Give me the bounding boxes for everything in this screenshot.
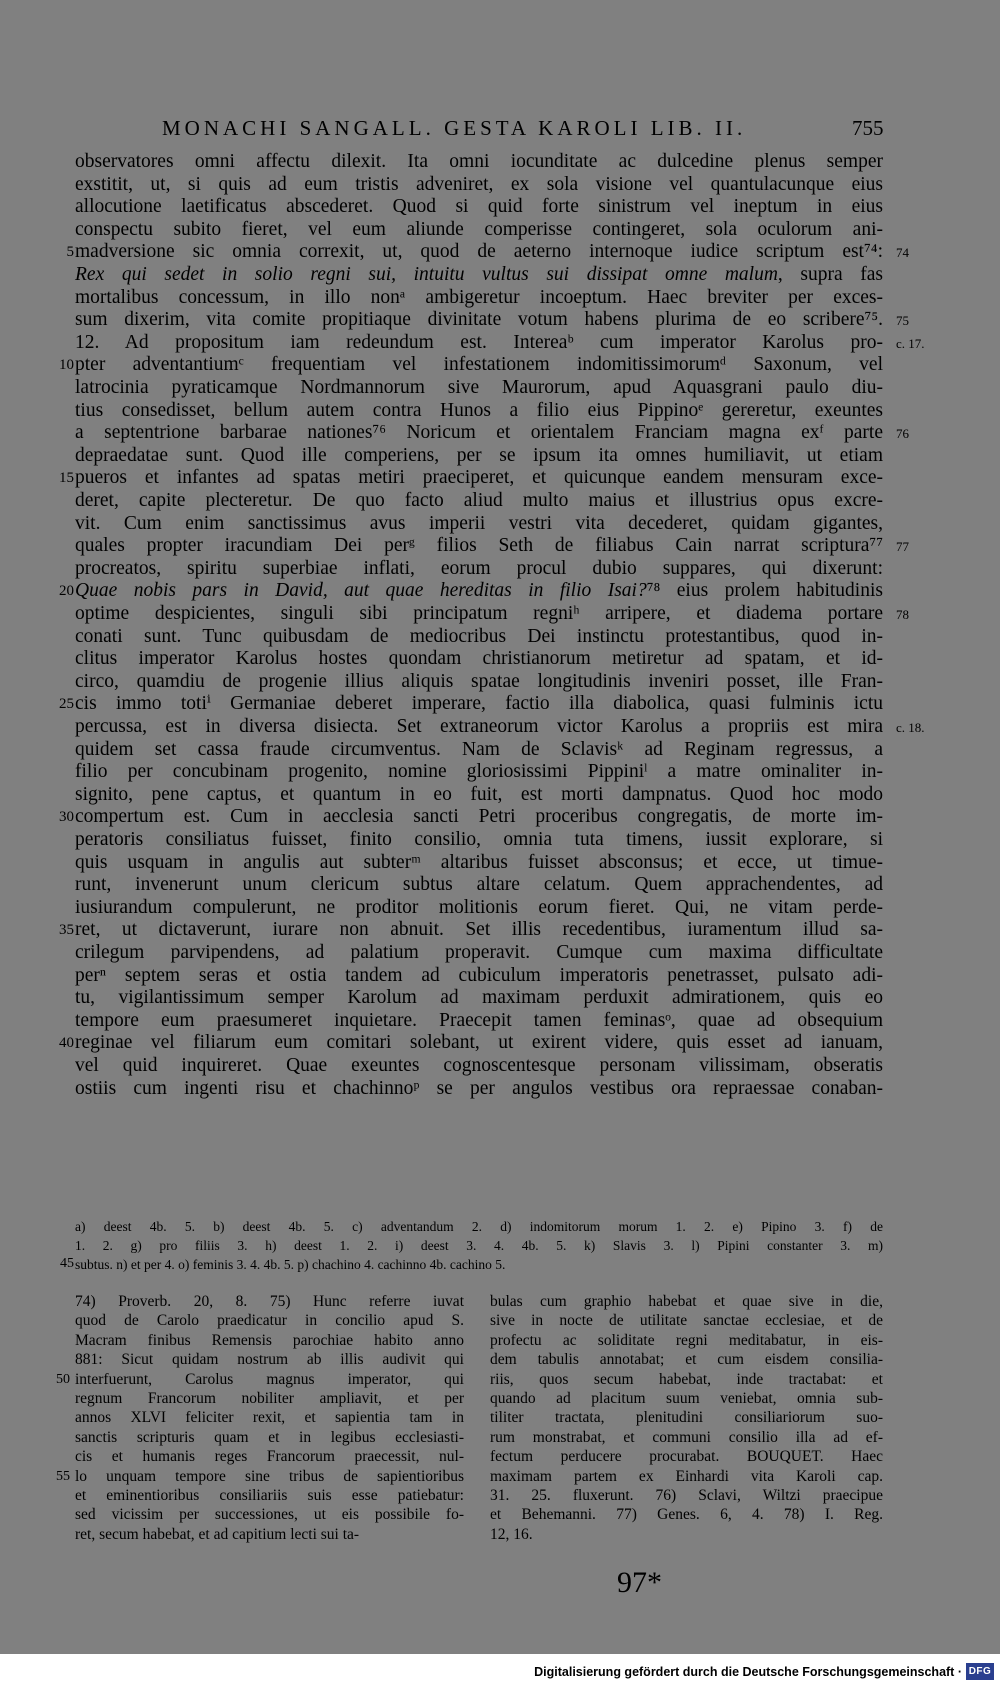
- line-text: vit. Cum enim sanctissimus avus imperii vestri vita decederet, quidam gigantes,: [75, 512, 883, 534]
- footnote-line: tiliter tractata, plenitudini consiliariorum suo-: [490, 1409, 883, 1427]
- line-number: 15: [59, 470, 74, 487]
- line-text: reginae vel filiarum eum comitari solebant, ut exirent videre, quis esset ad ianuam,: [75, 1032, 883, 1054]
- text-line: [0, 715, 1000, 739]
- footnote-line: sive in nocte de utilitate sanctae ecclesiae, et de: [490, 1312, 883, 1330]
- line-number: 20: [59, 583, 74, 600]
- text-line: [0, 286, 1000, 310]
- line-text: a septentrione barbarae nationes⁷⁶ Noricum et orientalem Franciam magna exᶠ parte: [75, 422, 883, 444]
- text-line: [0, 240, 1000, 264]
- apparatus-line: [0, 1236, 1000, 1256]
- text-line: [0, 647, 1000, 671]
- apparatus-text: a) deest 4b. 5. b) deest 4b. 5. c) adventandum 2. d) indomitorum morum 1. 2. e) Pipino 3. f) de: [75, 1219, 883, 1234]
- text-line: [0, 444, 1000, 468]
- footnote-line: regnum Francorum nobiliter ampliavit, et per: [75, 1390, 464, 1407]
- footnote-line: 31. 25. fluxerunt. 76) Sclavi, Wiltzi praecipue: [490, 1487, 883, 1504]
- line-number: 35: [59, 922, 74, 939]
- line-number: 45: [60, 1256, 74, 1271]
- text-line: [0, 512, 1000, 536]
- line-text: percussa, est in diversa disiecta. Set extraneorum victor Karolus a propriis est mira: [75, 716, 883, 737]
- line-text: latrocinia pyraticamque Nordmannorum sive Maurorum, apud Aquasgrani paulo diu-: [75, 377, 883, 398]
- footnote-line: sed vicissim per successiones, ut eis possibile fo-: [75, 1506, 464, 1524]
- footnote-line: lo unquam tempore sine tribus de sapientioribus: [75, 1467, 464, 1485]
- text-line: [0, 873, 1000, 897]
- line-text: quis usquam in angulis aut subterᵐ altaribus fuisset absconsus; et ecce, ut timue-: [75, 851, 883, 873]
- text-line: [0, 738, 1000, 762]
- line-text: conspectu subito fieret, vel eum aliunde comperisse contingeret, sola oculorum ani-: [75, 218, 883, 240]
- footnote-line: quod de Carolo praedicatur in concilio apud S.: [75, 1312, 464, 1330]
- line-text: ret, ut dictaverunt, iurare non abnuit. Set illis recedentibus, iuramentum illud sa-: [75, 919, 883, 941]
- margin-note: 77: [896, 539, 909, 555]
- running-title: MONACHI SANGALL. GESTA KAROLI LIB. II.: [162, 116, 747, 140]
- apparatus-text: 1. 2. g) pro filiis 3. h) deest 1. 2. i) deest 3. 4. 4b. 5. k) Slavis 3. l) Pipini constanter 3. m): [75, 1238, 883, 1253]
- footnote-line: annos XLVI feliciter rexit, et sapientia tam in: [75, 1409, 464, 1427]
- line-text: procreatos, spiritu superbiae inflati, eorum procul dubio suppares, qui dixerunt:: [75, 557, 883, 579]
- footnote-line: riis, quos secum habebat, inde tractabat: et: [490, 1370, 883, 1388]
- line-text: tempore eum praesumeret inquietare. Praecepit tamen feminasᵒ, quae ad obsequium: [75, 1009, 883, 1031]
- footnote-line: quando ad placitum suum veniebat, omnia sub-: [490, 1390, 883, 1407]
- text-line: [0, 195, 1000, 219]
- line-text: cis immo totiⁱ Germaniae deberet imperare, factio illa diabolica, quasi fulminis ictu: [75, 693, 883, 715]
- line-text: crilegum parvipendens, ad palatium properavit. Cumque cum maxima difficultate: [75, 942, 883, 963]
- footnote-line: profectu ac soliditate regni meditabatur, in eis-: [490, 1331, 883, 1349]
- margin-note: 78: [896, 607, 909, 622]
- footnote-line: cis et humanis reges Francorum praecessit, nul-: [75, 1448, 464, 1466]
- line-text: allocutione laetificatus abscederet. Quod si quid forte sinistrum vel ineptum in eius: [75, 196, 883, 218]
- text-line: [0, 783, 1000, 807]
- dfg-logo-icon: DFG: [966, 1663, 994, 1680]
- line-text: deret, capite plecteretur. De quo facto aliud multo maius et illustrius opus excre-: [75, 490, 883, 511]
- text-line: [0, 399, 1000, 423]
- funding-credit: Digitalisierung gefördert durch die Deutsche Forschungsgemeinschaft ·: [534, 1665, 962, 1679]
- line-text: Rex qui sedet in solio regni sui, intuitu vultus sui dissipat omne malum, supra fas: [75, 264, 883, 285]
- line-text: Quae nobis pars in David, aut quae hereditas in filio Isai?⁷⁸ eius prolem habitudinis: [75, 580, 883, 602]
- line-text: signito, pene captus, et quantum in eo fuit, est morti dampnatus. Quod hoc modo: [75, 783, 883, 805]
- line-text: sum dixerim, vita comite propitiaque divinitate votum habens plurima de eo scribere⁷⁵.: [75, 309, 883, 331]
- line-text: optime despicientes, singuli sibi principatum regniʰ arripere, et diadema portare: [75, 603, 883, 624]
- line-text: filio per concubinam progenito, nomine gloriosissimi Pippiniˡ a matre ominaliter in-: [75, 761, 883, 783]
- footnote-line: maximam partem ex Einhardi vita Karoli cap.: [490, 1467, 883, 1485]
- margin-note: 75: [896, 313, 909, 329]
- footnote-line: et eminentioribus consiliariis suis esse patiebatur:: [75, 1487, 464, 1504]
- text-line: [0, 218, 1000, 242]
- text-line: [0, 534, 1000, 558]
- line-text: pter adventantiumᶜ frequentiam vel infestationem indomitissimorumᵈ Saxonum, vel: [75, 354, 883, 376]
- text-line: [0, 150, 1000, 174]
- line-number: 55: [56, 1468, 70, 1484]
- apparatus-line: [0, 1217, 1000, 1237]
- line-number: 40: [59, 1035, 74, 1052]
- text-line: [0, 579, 1000, 603]
- text-line: [0, 964, 1000, 988]
- text-line: [0, 896, 1000, 920]
- text-line: [0, 760, 1000, 784]
- text-line: [0, 625, 1000, 649]
- line-text: ostiis cum ingenti risu et chachinnoᵖ se per angulos vestibus ora repraessae conaban-: [75, 1077, 883, 1099]
- footnote-line: 74) Proverb. 20, 8. 75) Hunc referre iuvat: [75, 1293, 464, 1310]
- line-text: vel quid inquireret. Quae exeuntes cognoscentesque personam vilissimam, obseratis: [75, 1055, 883, 1076]
- text-line: [0, 308, 1000, 332]
- line-text: quales propter iracundiam Dei perᵍ filios Seth de filiabus Cain narrat scriptura⁷⁷: [75, 535, 883, 557]
- text-line: [0, 941, 1000, 965]
- line-text: tius consedisset, bellum autem contra Hunos a filio eius Pippinoᵉ gereretur, exeuntes: [75, 399, 883, 421]
- page-number: 755: [852, 116, 884, 140]
- line-text: pueros et infantes ad spatas metiri praeciperet, et quicunque eandem mensuram exce-: [75, 467, 883, 489]
- footnote-line: rum monstrabat, et communi consilio illa ad ef-: [490, 1428, 883, 1446]
- text-line: [0, 670, 1000, 694]
- apparatus-line: [0, 1255, 1000, 1275]
- text-line: [0, 353, 1000, 377]
- text-line: [0, 466, 1000, 490]
- footnote-line: et Behemanni. 77) Genes. 6, 4. 78) I. Reg.: [490, 1506, 883, 1524]
- text-line: [0, 376, 1000, 400]
- text-line: [0, 173, 1000, 197]
- apparatus-text: subtus. n) et per 4. o) feminis 3. 4. 4b. 5. p) chachino 4. cachinno 4b. cachino 5.: [75, 1257, 506, 1272]
- line-text: peratoris consiliatus fuisset, finito consilio, omnia tuta timens, iussit explorare, si: [75, 829, 883, 850]
- text-line: [0, 692, 1000, 716]
- line-text: conati sunt. Tunc quibusdam de mediocribus Dei instinctu protestantibus, quod in-: [75, 625, 883, 647]
- text-line: [0, 331, 1000, 355]
- line-text: observatores omni affectu dilexit. Ita omni iocunditate ac dulcedine plenus semper: [75, 151, 883, 172]
- footnote-line: ret, secum habebat, et ad capitium lecti sui ta-: [75, 1525, 360, 1543]
- line-text: clitus imperator Karolus hostes quondam christianorum metiretur ad spatam, et id-: [75, 648, 883, 670]
- footnote-line: fectum perducere procurabat. BOUQUET. Haec: [490, 1448, 883, 1466]
- footnote-line: interfuerunt, Carolus magnus imperator, qui: [75, 1370, 464, 1388]
- text-line: [0, 602, 1000, 626]
- line-text: iusiurandum compulerunt, ne proditor molitionis eorum fieret. Qui, ne vitam perde-: [75, 896, 883, 918]
- text-line: [0, 1031, 1000, 1055]
- line-number: 30: [59, 809, 74, 826]
- footnote-line: Macram finibus Remensis parochiae habito anno: [75, 1331, 464, 1349]
- line-text: exstitit, ut, si quis ad eum tristis adveniret, ex sola visione vel quantulacunque eius: [75, 173, 883, 195]
- line-number: 10: [59, 357, 74, 374]
- text-line: [0, 828, 1000, 852]
- footnote-line: 881: Sicut quidam nostrum ab illis audivit qui: [75, 1351, 464, 1369]
- line-text: madversione sic omnia correxit, ut, quod de aeterno internoque iudice scriptum est⁷⁴:: [75, 241, 883, 263]
- line-text: 12. Ad propositum iam redeundum est. Intereaᵇ cum imperator Karolus pro-: [75, 331, 883, 353]
- line-number: 5: [66, 244, 74, 261]
- margin-note: c. 17.: [896, 335, 925, 351]
- text-line: [0, 489, 1000, 513]
- text-line: [0, 1077, 1000, 1101]
- footer-bar: [0, 1654, 1000, 1691]
- margin-note: 74: [896, 245, 909, 261]
- footnote-line: sanctis scripturis quam et in legibus ecclesiasti-: [75, 1428, 464, 1446]
- line-text: depraedatae sunt. Quod ille comperiens, per se ipsum ita omnes humiliavit, ut etiam: [75, 444, 883, 466]
- page-header: [0, 116, 1000, 146]
- text-line: [0, 918, 1000, 942]
- line-text: mortalibus concessum, in illo nonᵃ ambigeretur incoeptum. Haec breviter per exces-: [75, 286, 883, 308]
- text-line: [0, 851, 1000, 875]
- margin-note: c. 18.: [896, 720, 925, 735]
- text-line: [0, 557, 1000, 581]
- text-line: [0, 1054, 1000, 1078]
- footnote-line: bulas cum graphio habebat et quae sive in die,: [490, 1293, 883, 1310]
- text-line: [0, 805, 1000, 829]
- line-text: perⁿ septem seras et ostia tandem ad cubiculum imperatoris penetrasset, pulsato adi-: [75, 964, 883, 986]
- text-line: [0, 1009, 1000, 1033]
- text-line: [0, 421, 1000, 445]
- text-line: [0, 986, 1000, 1010]
- footnote-line: dem tabulis annotabat; et cum eisdem consilia-: [490, 1351, 883, 1369]
- margin-note: 76: [896, 426, 909, 442]
- footnote-line: 12, 16.: [490, 1525, 533, 1543]
- line-number: 50: [56, 1371, 70, 1387]
- line-text: quidem set cassa fraude circumventus. Nam de Sclavisᵏ ad Reginam regressus, a: [75, 738, 883, 760]
- text-line: [0, 263, 1000, 287]
- signature-mark: 97*: [617, 1566, 662, 1599]
- line-text: compertum est. Cum in aecclesia sancti Petri proceribus congregatis, de morte im-: [75, 806, 883, 828]
- line-text: runt, invenerunt unum clericum subtus altare celatum. Quem apprachendentes, ad: [75, 874, 883, 896]
- line-number: 25: [59, 696, 74, 713]
- line-text: circo, quamdiu de progenie illius aliquis spatae longitudinis inveniri posset, ille Fran-: [75, 670, 883, 692]
- line-text: tu, vigilantissimum semper Karolum ad maximam perduxit admirationem, quis eo: [75, 987, 883, 1009]
